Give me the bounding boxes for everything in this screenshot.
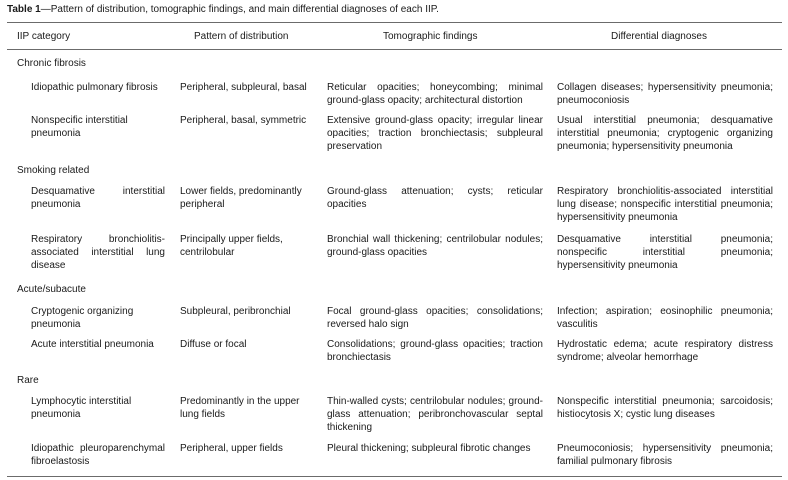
cell-category: Cryptogenic organizing pneumonia: [31, 306, 134, 330]
header-iip-category: IIP category: [17, 31, 71, 42]
cell-tomographic: Extensive ground-glass opacity; irregular linear opacities; traction bronchiectasis; subpleural preservation: [327, 115, 543, 152]
header-differential: Differential diagnoses: [611, 31, 707, 42]
cell-category: Respiratory bronchiolitis-associated interstitial lung disease: [31, 234, 165, 271]
cell-differential: Desquamative interstitial pneumonia; nonspecific interstitial pneumonia; hypersensitivity pneumonia: [557, 234, 773, 271]
header-rule: [7, 49, 782, 50]
top-rule: [7, 22, 782, 23]
cell-tomographic: Bronchial wall thickening; centrilobular nodules; ground-glass opacities: [327, 234, 543, 258]
cell-differential: Collagen diseases; hypersensitivity pneumonia; pneumoconiosis: [557, 82, 773, 106]
cell-category: Nonspecific interstitial pneumonia: [31, 115, 128, 139]
cell-pattern: Lower fields, predominantly peripheral: [180, 186, 302, 210]
group-smoking-related: Smoking related: [17, 165, 90, 176]
cell-pattern: Peripheral, upper fields: [180, 443, 283, 454]
cell-differential: Usual interstitial pneumonia; desquamative interstitial pneumonia; cryptogenic organizing pneumonia; hypersensitivity pneumonia: [557, 115, 773, 152]
cell-category: Idiopathic pleuroparenchymal fibroelastosis: [31, 443, 165, 467]
cell-tomographic: Ground-glass attenuation; cysts; reticular opacities: [327, 186, 543, 210]
cell-tomographic: Pleural thickening; subpleural fibrotic changes: [327, 443, 531, 454]
cell-differential: Nonspecific interstitial pneumonia; sarcoidosis; histiocytosis X; cystic lung diseases: [557, 396, 773, 420]
cell-pattern: Subpleural, peribronchial: [180, 306, 291, 317]
cell-pattern: Predominantly in the upper lung fields: [180, 396, 300, 420]
cell-tomographic: Focal ground-glass opacities; consolidations; reversed halo sign: [327, 306, 543, 330]
cell-category: Acute interstitial pneumonia: [31, 339, 154, 350]
cell-category: Idiopathic pulmonary fibrosis: [31, 82, 158, 93]
cell-tomographic: Consolidations; ground-glass opacities; traction bronchiectasis: [327, 339, 543, 363]
cell-pattern: Peripheral, basal, symmetric: [180, 115, 307, 126]
cell-differential: Pneumoconiosis; hypersensitivity pneumonia; familial pulmonary fibrosis: [557, 443, 773, 467]
group-acute-subacute: Acute/subacute: [17, 284, 86, 295]
table-label: Table 1: [7, 4, 41, 15]
cell-differential: Respiratory bronchiolitis-associated interstitial lung disease; nonspecific interstitial pneumonia; hypersensitivity pneumonia: [557, 186, 773, 223]
cell-differential: Infection; aspiration; eosinophilic pneumonia; vasculitis: [557, 306, 773, 330]
table-caption: [7, 3, 783, 16]
cell-category: Desquamative interstitial pneumonia: [31, 186, 165, 210]
cell-pattern: Peripheral, subpleural, basal: [180, 82, 307, 93]
header-tomographic: Tomographic findings: [383, 31, 478, 42]
cell-pattern: Principally upper fields, centrilobular: [180, 234, 283, 258]
cell-pattern: Diffuse or focal: [180, 339, 247, 350]
group-rare: Rare: [17, 375, 39, 386]
group-chronic-fibrosis: Chronic fibrosis: [17, 58, 86, 69]
caption-text: —Pattern of distribution, tomographic findings, and main differential diagnoses of each IIP.: [40, 4, 439, 15]
header-pattern: Pattern of distribution: [194, 31, 289, 42]
cell-tomographic: Thin-walled cysts; centrilobular nodules; ground-glass attenuation; peribronchovascular septal thickening: [327, 396, 543, 433]
bottom-rule: [7, 476, 782, 477]
cell-category: Lymphocytic interstitial pneumonia: [31, 396, 132, 420]
cell-differential: Hydrostatic edema; acute respiratory distress syndrome; alveolar hemorrhage: [557, 339, 773, 363]
cell-tomographic: Reticular opacities; honeycombing; minimal ground-glass opacity; architectural distortion: [327, 82, 543, 106]
